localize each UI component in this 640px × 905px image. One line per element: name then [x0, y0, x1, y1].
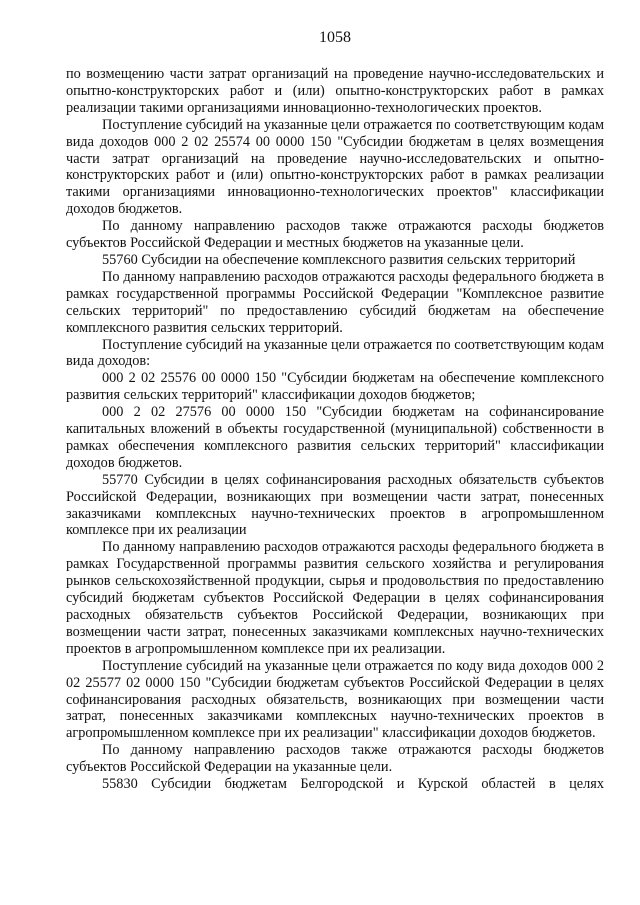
paragraph-11: Поступление субсидий на указанные цели отражается по коду вида доходов 000 2 02 25577 02 0000 150 "Субсидии бюджетам субъектов Российской Федерации в целях софинансирования расходных обязательств, возникающих при возмещении части затрат, понесенных заказчиками комплексных научно-технических проектов в агропромышленном комплексе при их реализации" классификации доходов бюджетов. — [66, 657, 604, 742]
paragraph-12: По данному направлению расходов также отражаются расходы бюджетов субъектов Российской Федерации на указанные цели. — [66, 742, 604, 776]
page-number: 1058 — [319, 29, 351, 46]
paragraph-10: По данному направлению расходов отражаются расходы федерального бюджета в рамках Государственной программы развития сельского хозяйства и регулирования рынков сельскохозяйственной продукции, сырья и продовольствия по предоставлению субсидий бюджетам субъектов Российской Федерации в целях софинансирования расходных обязательств субъектов Российской Федерации, возникающих при возмещении части затрат, понесенных заказчиками комплексных научно-технических проектов в агропромышленном комплексе при их реализации. — [66, 539, 604, 657]
paragraph-7: 000 2 02 25576 00 0000 150 "Субсидии бюджетам на обеспечение комплексного развития сельских территорий" классификации доходов бюджетов; — [66, 370, 604, 404]
paragraph-6: Поступление субсидий на указанные цели отражается по соответствующим кодам вида доходов: — [66, 336, 604, 370]
paragraph-13-section-55830: 55830 Субсидии бюджетам Белгородской и Курской областей в целях — [102, 776, 604, 793]
paragraph-4-section-55760: 55760 Субсидии на обеспечение комплексного развития сельских территорий — [102, 251, 576, 268]
paragraph-5: По данному направлению расходов отражаются расходы федерального бюджета в рамках государственной программы Российской Федерации "Комплексное развитие сельских территорий" по предоставлению субсидий бюджетам на обеспечение комплексного развития сельских территорий. — [66, 268, 604, 336]
paragraph-3: По данному направлению расходов также отражаются расходы бюджетов субъектов Российской Федерации и местных бюджетов на указанные цели. — [66, 218, 604, 252]
paragraph-1: по возмещению части затрат организаций на проведение научно-исследовательских и опытно-конструкторских работ и (или) опытно-конструкторских работ в рамках реализации такими организациями инновационно-технологических проектов. — [66, 66, 604, 116]
paragraph-9-section-55770: 55770 Субсидии в целях софинансирования расходных обязательств субъектов Российской Федерации, возникающих при возмещении части затрат, понесенных заказчиками комплексных научно-технических проектов в агропромышленном комплексе при их реализации — [66, 471, 604, 539]
paragraph-8: 000 2 02 27576 00 0000 150 "Субсидии бюджетам на софинансирование капитальных вложений в объекты государственной (муниципальной) собственности в рамках обеспечения комплексного развития сельских территорий" классификации доходов бюджетов. — [66, 404, 604, 471]
paragraph-2: Поступление субсидий на указанные цели отражается по соответствующим кодам вида доходов 000 2 02 25574 00 0000 150 "Субсидии бюджетам в целях возмещения части затрат организаций на проведение научно-исследовательских и опытно-конструкторских работ и (или) опытно-конструкторских работ в рамках реализации такими организациями инновационно-технологических проектов" классификации доходов бюджетов. — [66, 116, 604, 218]
document-page — [66, 28, 604, 793]
